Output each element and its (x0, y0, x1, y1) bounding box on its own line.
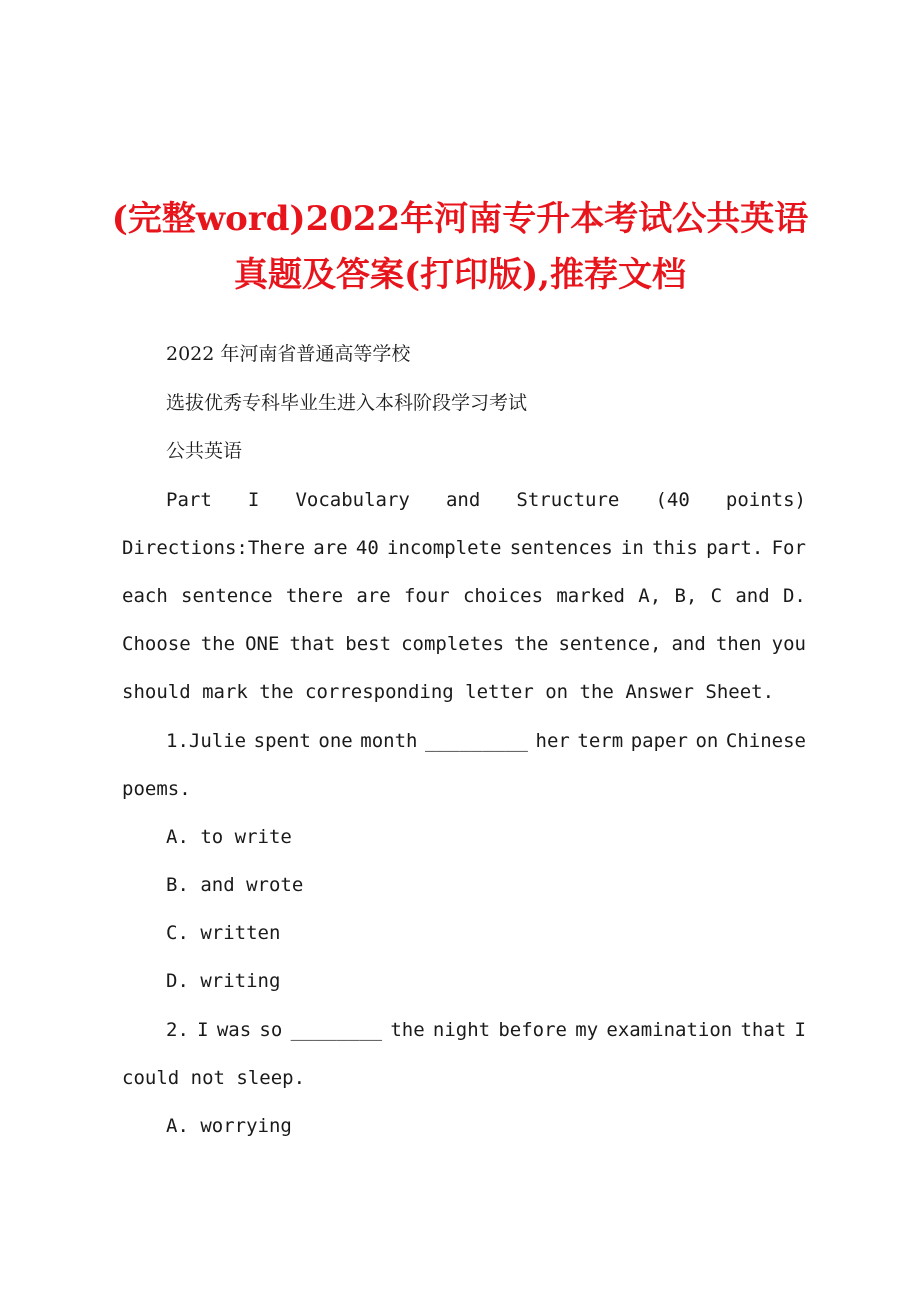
question-word: my (575, 1019, 599, 1041)
document-title-line-1: (完整word)2022年河南专升本考试公共英语 (111, 199, 809, 239)
question-1-line-2: poems. (122, 778, 191, 800)
part-heading-word: Part (166, 489, 212, 511)
directions-word: sentences (509, 537, 613, 559)
directions-word: the (200, 633, 236, 655)
directions-line-1 (122, 535, 806, 561)
directions-word: choices (462, 585, 544, 607)
question-word: Chinese (725, 730, 806, 752)
part-heading-word: Vocabulary (295, 489, 410, 511)
directions-word: are (356, 585, 391, 607)
question-2-line-1 (166, 1017, 806, 1043)
directions-word: that (289, 633, 336, 655)
question-word: examination (606, 1019, 733, 1041)
question-word: I (794, 1019, 806, 1041)
directions-word: sentence, (558, 633, 662, 655)
directions-word: you (771, 633, 806, 655)
directions-word: this (652, 537, 698, 559)
directions-word: four (403, 585, 450, 607)
directions-word: 40 (355, 537, 379, 559)
directions-word: C (710, 585, 723, 607)
question-1-option-a: A. to write (166, 826, 292, 848)
part-heading-word: (40 (655, 489, 690, 511)
question-word: that (740, 1019, 787, 1041)
question-word: one (318, 730, 353, 752)
directions-word: D. (782, 585, 806, 607)
directions-word: each (122, 585, 168, 607)
header-line-school: 2022 年河南省普通高等学校 (166, 343, 411, 365)
directions-word: marked (556, 585, 625, 607)
directions-word: in (620, 537, 644, 559)
question-1-line-1 (166, 728, 806, 754)
directions-line-2 (122, 583, 806, 609)
part-heading-word: Structure (516, 489, 620, 511)
question-word: so (259, 1019, 283, 1041)
question-word: before (498, 1019, 567, 1041)
directions-word: B, (674, 585, 698, 607)
document-title-line-2: 真题及答案(打印版),推荐文档 (233, 255, 686, 295)
directions-word: completes (401, 633, 505, 655)
question-1-option-d: D. writing (166, 970, 281, 992)
question-1-option-c: C. written (166, 922, 281, 944)
question-blank: _________ (425, 730, 528, 752)
directions-line-4: should mark the corresponding letter on the Answer Sheet. (122, 681, 775, 703)
directions-line-3 (122, 631, 806, 657)
directions-word: and (735, 585, 770, 607)
header-line-exam: 选拔优秀专科毕业生进入本科阶段学习考试 (166, 392, 528, 414)
question-blank: ________ (290, 1019, 383, 1041)
directions-word: Directions:There (122, 537, 306, 559)
question-word: her (535, 730, 570, 752)
directions-word: ONE (245, 633, 280, 655)
part-heading-word: I (247, 489, 260, 511)
directions-word: the (514, 633, 549, 655)
directions-word: sentence (181, 585, 273, 607)
directions-word: For (771, 537, 806, 559)
directions-word: then (715, 633, 762, 655)
directions-word: there (285, 585, 344, 607)
question-word: night (432, 1019, 491, 1041)
directions-word: and (671, 633, 706, 655)
question-word: paper (630, 730, 688, 752)
part-heading-word: points) (725, 489, 806, 511)
directions-word: part. (706, 537, 764, 559)
question-1-option-b: B. and wrote (166, 874, 304, 896)
question-word: term (577, 730, 624, 752)
question-word: the (390, 1019, 425, 1041)
question-2-line-2: could not sleep. (122, 1067, 306, 1089)
question-word: 2. (166, 1019, 189, 1041)
question-word: 1.Julie (166, 730, 247, 752)
directions-word: Choose (122, 633, 191, 655)
part-heading (166, 487, 806, 513)
question-word: was (216, 1019, 252, 1041)
directions-word: best (345, 633, 392, 655)
directions-word: incomplete (387, 537, 502, 559)
header-line-subject: 公共英语 (166, 440, 243, 462)
question-word: on (695, 730, 719, 752)
question-word: month (360, 730, 418, 752)
directions-word: A, (638, 585, 662, 607)
directions-word: are (313, 537, 348, 559)
part-heading-word: and (445, 489, 481, 511)
question-word: spent (253, 730, 311, 752)
question-2-option-a: A. worrying (166, 1115, 292, 1137)
question-word: I (197, 1019, 209, 1041)
